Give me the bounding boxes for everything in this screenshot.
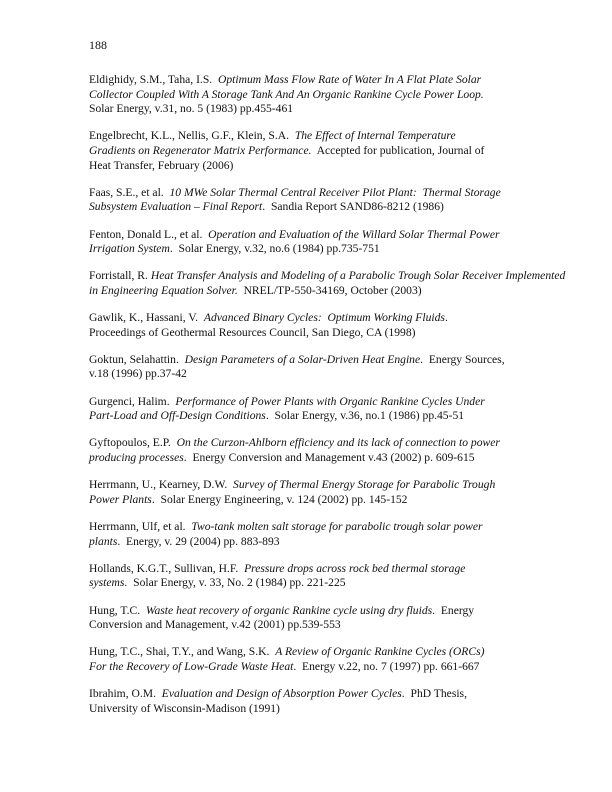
reference-line (89, 436, 609, 451)
reference-text: Gawlik, K., Hassani, V. (89, 311, 204, 325)
reference-text: University of Wisconsin-Madison (1991) (89, 701, 280, 715)
reference-line (89, 129, 609, 144)
reference-title: 10 MWe Solar Thermal Central Receiver Pilot Plant: Thermal Storage (169, 185, 501, 199)
reference-line (89, 493, 609, 508)
reference-text: . (444, 311, 448, 325)
reference-entry (89, 129, 609, 173)
reference-title: Evaluation and Design of Absorption Power Cycles (161, 687, 402, 701)
reference-text: . Solar Energy Engineering, v. 124 (2002) pp. 145-152 (151, 492, 408, 506)
reference-line (89, 535, 609, 550)
reference-text: Eldighidy, S.M., Taha, I.S. (89, 73, 218, 86)
reference-title: A Review of Organic Rankine Cycles (ORCs) (275, 645, 485, 659)
reference-line (89, 395, 609, 410)
reference-text: Solar Energy, v.31, no. 5 (1983) pp.455-461 (89, 102, 294, 116)
reference-title: Subsystem Evaluation – Final Report (89, 200, 263, 214)
reference-entry (89, 269, 609, 298)
reference-title: Collector Coupled With A Storage Tank And An Organic Rankine Cycle Power Loop. (89, 87, 484, 101)
reference-entry (89, 520, 609, 549)
reference-text: . Energy Conversion and Management v.43 (2002) p. 609-615 (183, 451, 475, 465)
reference-title: in Engineering Equation Solver. (89, 283, 238, 297)
reference-line (89, 73, 609, 88)
reference-text: Heat Transfer, February (2006) (89, 158, 234, 172)
reference-title: Part-Load and Off-Design Conditions (89, 409, 266, 423)
page-number: 188 (89, 38, 107, 52)
reference-line (89, 367, 609, 382)
reference-text: Conversion and Management, v.42 (2001) pp.539-553 (89, 618, 341, 632)
reference-line (89, 159, 609, 174)
reference-title: Power Plants (89, 492, 152, 506)
reference-title: Operation and Evaluation of the Willard Solar Thermal Power (208, 227, 500, 241)
reference-line (89, 520, 609, 535)
reference-entry (89, 353, 609, 382)
reference-line (89, 353, 609, 368)
reference-text: Accepted for publication, Journal of (311, 143, 485, 157)
reference-line (89, 144, 609, 159)
reference-text: Fenton, Donald L., et al. (89, 227, 209, 241)
reference-line (89, 88, 609, 103)
reference-line (89, 200, 609, 215)
reference-title: Optimum Mass Flow Rate of Water In A Flat Plate Solar (217, 73, 482, 86)
reference-line (89, 562, 609, 577)
reference-text: Gurgenci, Halim. (89, 394, 176, 408)
reference-text: Hung, T.C., Shai, T.Y., and Wang, S.K. (89, 645, 276, 659)
reference-line (89, 576, 609, 591)
reference-text: Forristall, R. (89, 269, 151, 283)
reference-line (89, 228, 609, 243)
reference-title: The Effect of Internal Temperature (294, 129, 456, 143)
reference-line (89, 618, 609, 633)
reference-text: . Sandia Report SAND86-8212 (1986) (262, 200, 444, 214)
reference-text: Hung, T.C. (89, 603, 146, 617)
reference-entry (89, 562, 609, 591)
reference-line (89, 409, 609, 424)
reference-text: Herrmann, Ulf, et al. (89, 520, 192, 533)
reference-entry (89, 186, 609, 215)
reference-text: Engelbrecht, K.L., Nellis, G.F., Klein, S.A. (89, 129, 295, 143)
reference-line (89, 284, 609, 299)
reference-title: producing processes (89, 451, 184, 465)
reference-entry (89, 478, 609, 507)
reference-line (89, 451, 609, 466)
reference-text: . Energy v.22, no. 7 (1997) pp. 661-667 (293, 659, 480, 673)
reference-entry (89, 604, 609, 633)
reference-list (89, 73, 609, 729)
reference-line (89, 604, 609, 619)
reference-title: Design Parameters of a Solar-Driven Heat Engine (184, 352, 421, 366)
reference-entry (89, 687, 609, 716)
reference-line (89, 687, 609, 702)
reference-text: NREL/TP-550-34169, October (2003) (237, 283, 422, 297)
reference-text: . Energy, v. 29 (2004) pp. 883-893 (117, 534, 280, 548)
reference-text: . Solar Energy, v. 33, No. 2 (1984) pp. 221-225 (124, 576, 346, 590)
reference-text: Proceedings of Geothermal Resources Council, San Diego, CA (1998) (89, 325, 416, 339)
reference-line (89, 702, 609, 717)
reference-title: Advanced Binary Cycles: Optimum Working Fluids (203, 311, 445, 325)
reference-line (89, 102, 609, 117)
reference-title: plants (89, 534, 118, 548)
reference-entry (89, 228, 609, 257)
reference-title: systems (89, 576, 125, 590)
reference-line (89, 242, 609, 257)
reference-text: . Energy (432, 603, 475, 617)
reference-title: For the Recovery of Low-Grade Waste Heat (89, 659, 294, 673)
reference-entry (89, 645, 609, 674)
reference-title: On the Curzon-Ahlborn efficiency and its lack of connection to power (176, 436, 500, 450)
reference-line (89, 645, 609, 660)
reference-entry (89, 395, 609, 424)
reference-line (89, 311, 609, 326)
reference-title: Heat Transfer Analysis and Modeling of a Parabolic Trough Solar Receiver Implemented (150, 269, 566, 283)
reference-line (89, 660, 609, 675)
reference-entry (89, 73, 609, 117)
reference-title: Two-tank molten salt storage for parabolic trough solar power (191, 520, 483, 533)
reference-line (89, 478, 609, 493)
reference-text: . Energy Sources, (420, 352, 505, 366)
reference-title: Irrigation System (89, 242, 170, 256)
reference-title: Waste heat recovery of organic Rankine cycle using dry fluids (145, 603, 433, 617)
reference-entry (89, 436, 609, 465)
reference-line (89, 186, 609, 201)
reference-text: . Solar Energy, v.36, no.1 (1986) pp.45-51 (265, 409, 465, 423)
reference-title: Gradients on Regenerator Matrix Performance. (89, 143, 312, 157)
reference-text: . Solar Energy, v.32, no.6 (1984) pp.735-751 (169, 242, 380, 256)
reference-text: Faas, S.E., et al. (89, 185, 170, 199)
reference-text: . PhD Thesis, (401, 687, 467, 701)
reference-text: Herrmann, U., Kearney, D.W. (89, 478, 234, 492)
reference-text: Gyftopoulos, E.P. (89, 436, 177, 450)
reference-text: v.18 (1996) pp.37-42 (89, 367, 187, 381)
reference-text: Ibrahim, O.M. (89, 687, 162, 701)
reference-entry (89, 311, 609, 340)
reference-text: Goktun, Selahattin. (89, 352, 185, 366)
reference-line (89, 269, 609, 284)
reference-text: Hollands, K.G.T., Sullivan, H.F. (89, 561, 245, 575)
reference-title: Survey of Thermal Energy Storage for Parabolic Trough (233, 478, 496, 492)
reference-title: Pressure drops across rock bed thermal storage (244, 561, 466, 575)
reference-title: Performance of Power Plants with Organic Rankine Cycles Under (175, 394, 485, 408)
reference-line (89, 326, 609, 341)
